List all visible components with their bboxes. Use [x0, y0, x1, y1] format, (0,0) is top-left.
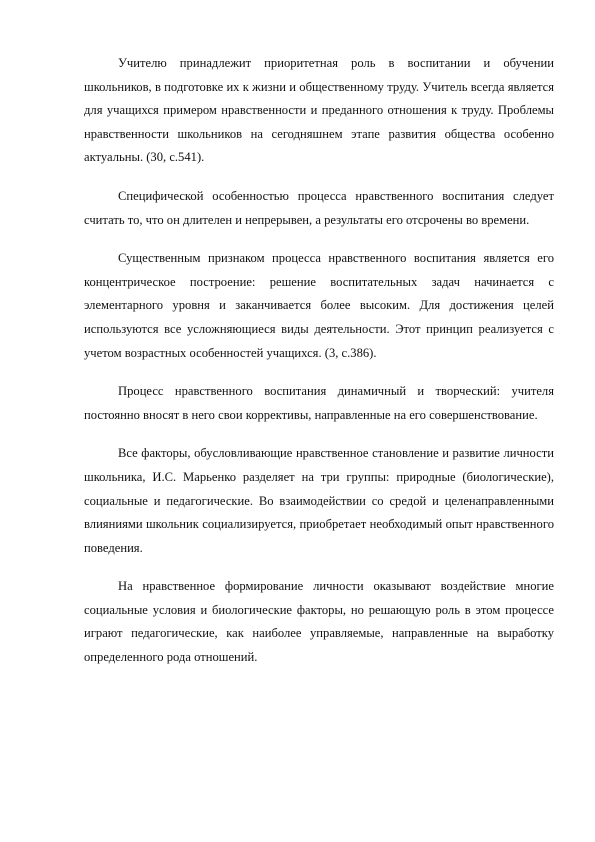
paragraph-specific-feature: Специфической особенностью процесса нравственного воспитания следует считать то, что он длителен и непрерывен, а результаты его отсрочены во времени.	[84, 188, 554, 227]
paragraph-teacher-role: Учителю принадлежит приоритетная роль в воспитании и обучении школьников, в подготовке их к жизни и общественному труду. Учитель всегда является для учащихся примером нравственности и преданного отношения к труду. Проблемы нравственности школьников на сегодняшнем этапе развития общества особенно актуальны. (30, с.541).	[84, 56, 554, 165]
document-page	[84, 52, 554, 685]
paragraph-concentric-structure: Существенным признаком процесса нравственного воспитания является его концентрическое построение: решение воспитательных задач начинается с элементарного уровня и заканчивается более высоким. Для достижения целей используются все усложняющиеся виды деятельности. Этот принцип реализуется с учетом возрастных особенностей учащихся. (3, с.386).	[84, 251, 554, 360]
paragraph-formation: На нравственное формирование личности оказывают воздействие многие социальные условия и биологические факторы, но решающую роль в этом процессе играют педагогические, как наиболее управляемые, направленные на выработку определенного рода отношений.	[84, 579, 554, 665]
paragraph-factors: Все факторы, обусловливающие нравственное становление и развитие личности школьника, И.С. Марьенко разделяет на три группы: природные (биологические), социальные и педагогические. Во взаимодействии со средой и целенаправленными влияниями школьник социализируется, приобретает необходимый опыт нравственного поведения.	[84, 446, 554, 555]
paragraph-dynamic-process: Процесс нравственного воспитания динамичный и творческий: учителя постоянно вносят в него свои коррективы, направленные на его совершенствование.	[84, 384, 554, 422]
